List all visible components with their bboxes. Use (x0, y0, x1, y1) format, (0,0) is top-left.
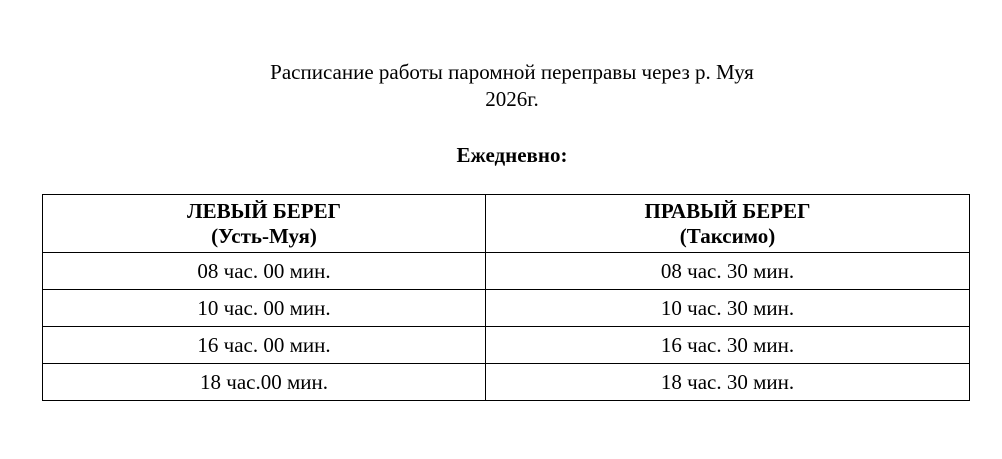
table-row (43, 253, 970, 290)
header-right-bank-place: (Таксимо) (679, 223, 776, 248)
ferry-schedule-table (42, 194, 970, 401)
header-right-bank-title: ПРАВЫЙ БЕРЕГ (644, 198, 811, 223)
departure-left-bank: 10 час. 00 мин. (43, 290, 486, 327)
header-left-bank-title: ЛЕВЫЙ БЕРЕГ (187, 198, 341, 223)
table-row (43, 327, 970, 364)
departure-left-bank: 16 час. 00 мин. (43, 327, 486, 364)
departure-right-bank: 18 час. 30 мин. (486, 364, 970, 401)
header-left-bank (43, 195, 486, 253)
schedule-frequency-heading: Ежедневно: (456, 143, 568, 167)
departure-right-bank: 10 час. 30 мин. (486, 290, 970, 327)
table-header-row (43, 195, 970, 253)
table-row (43, 290, 970, 327)
departure-right-bank: 16 час. 30 мин. (486, 327, 970, 364)
header-left-bank-place: (Усть-Муя) (211, 223, 317, 248)
table-row (43, 364, 970, 401)
departure-left-bank: 18 час.00 мин. (43, 364, 486, 401)
header-right-bank (486, 195, 970, 253)
departure-right-bank: 08 час. 30 мин. (486, 253, 970, 290)
document-title: Расписание работы паромной переправы через р. Муя (270, 60, 754, 84)
document-year: 2026г. (485, 87, 539, 111)
departure-left-bank: 08 час. 00 мин. (43, 253, 486, 290)
